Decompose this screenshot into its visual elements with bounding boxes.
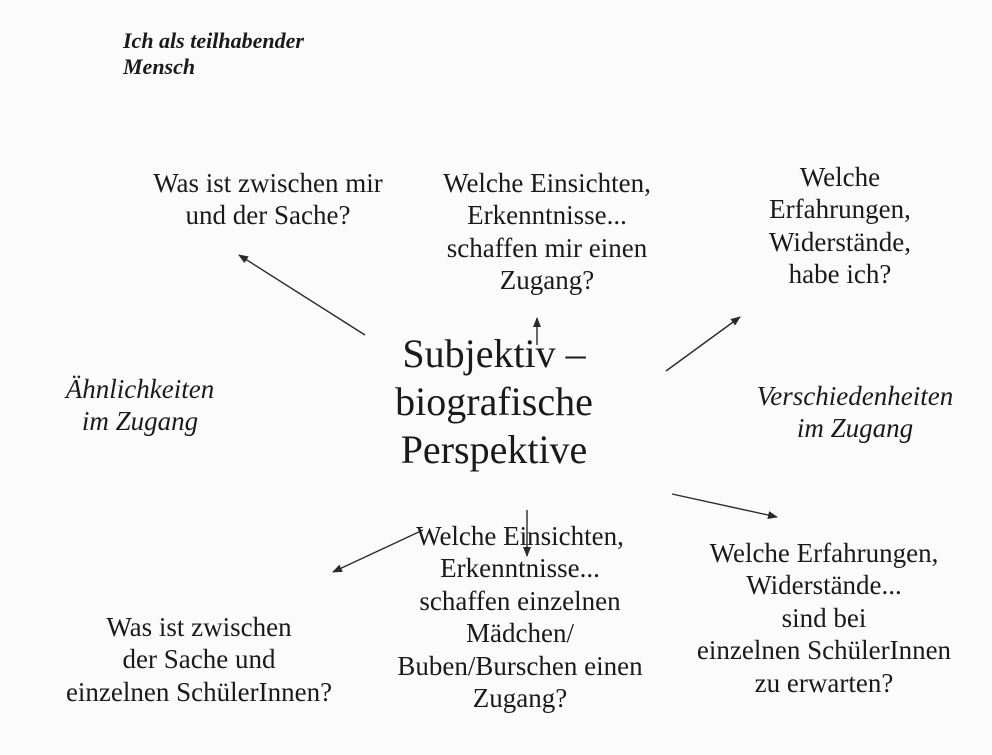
- side-label-line: im Zugang: [796, 413, 914, 444]
- question-line: sind bei: [781, 602, 867, 633]
- header-line: Ich als teilhabender: [123, 28, 304, 53]
- question-line: der Sache und: [122, 644, 276, 675]
- question-bottom-center: [362, 520, 678, 714]
- question-top-right: [730, 161, 950, 291]
- question-top-center: [402, 167, 692, 297]
- center-title: [360, 330, 628, 474]
- question-line: Welche Einsichten,: [443, 168, 651, 198]
- question-line: Erkenntnisse...: [467, 200, 627, 231]
- question-line: Welche Einsichten,: [416, 521, 624, 551]
- question-line: einzelnen SchülerInnen?: [65, 676, 333, 707]
- center-title-line: biografische: [395, 379, 593, 424]
- side-label-line: Verschiedenheiten: [756, 381, 954, 411]
- question-line: schaffen mir einen: [446, 232, 648, 263]
- side-label-line: im Zugang: [81, 406, 199, 437]
- question-bottom-left: [40, 611, 358, 708]
- header-label: [123, 28, 304, 81]
- question-line: Welche Erfahrungen,: [709, 538, 939, 568]
- question-line: Erkenntnisse...: [440, 553, 600, 584]
- header-line: Mensch: [123, 54, 196, 80]
- question-line: habe ich?: [788, 259, 892, 290]
- question-line: Erfahrungen,: [769, 194, 911, 225]
- question-line: Welche: [799, 162, 881, 192]
- question-line: schaffen einzelnen: [419, 585, 621, 616]
- question-line: Was ist zwischen mir: [153, 168, 383, 198]
- center-title-line: Perspektive: [400, 427, 588, 472]
- question-line: und der Sache?: [185, 200, 351, 231]
- question-bottom-right: [667, 537, 981, 699]
- arrow-to-top-right: [666, 317, 740, 371]
- side-label-right: [722, 380, 988, 445]
- question-line: Buben/Burschen einen: [397, 650, 643, 681]
- center-title-line: Subjektiv –: [402, 331, 586, 376]
- question-line: zu erwarten?: [754, 667, 894, 698]
- question-line: Was ist zwischen: [106, 612, 292, 642]
- question-line: Zugang?: [499, 265, 595, 296]
- question-line: Mädchen/: [466, 618, 574, 649]
- question-top-left: [118, 167, 418, 232]
- side-label-line: Ähnlichkeiten: [65, 374, 215, 404]
- arrow-to-top-left: [239, 255, 365, 335]
- question-line: Zugang?: [472, 682, 568, 713]
- question-line: einzelnen SchülerInnen: [696, 635, 952, 666]
- question-line: Widerstände...: [746, 570, 902, 601]
- arrow-to-bottom-right: [672, 494, 777, 517]
- question-line: Widerstände,: [768, 226, 912, 257]
- side-label-left: [30, 373, 250, 438]
